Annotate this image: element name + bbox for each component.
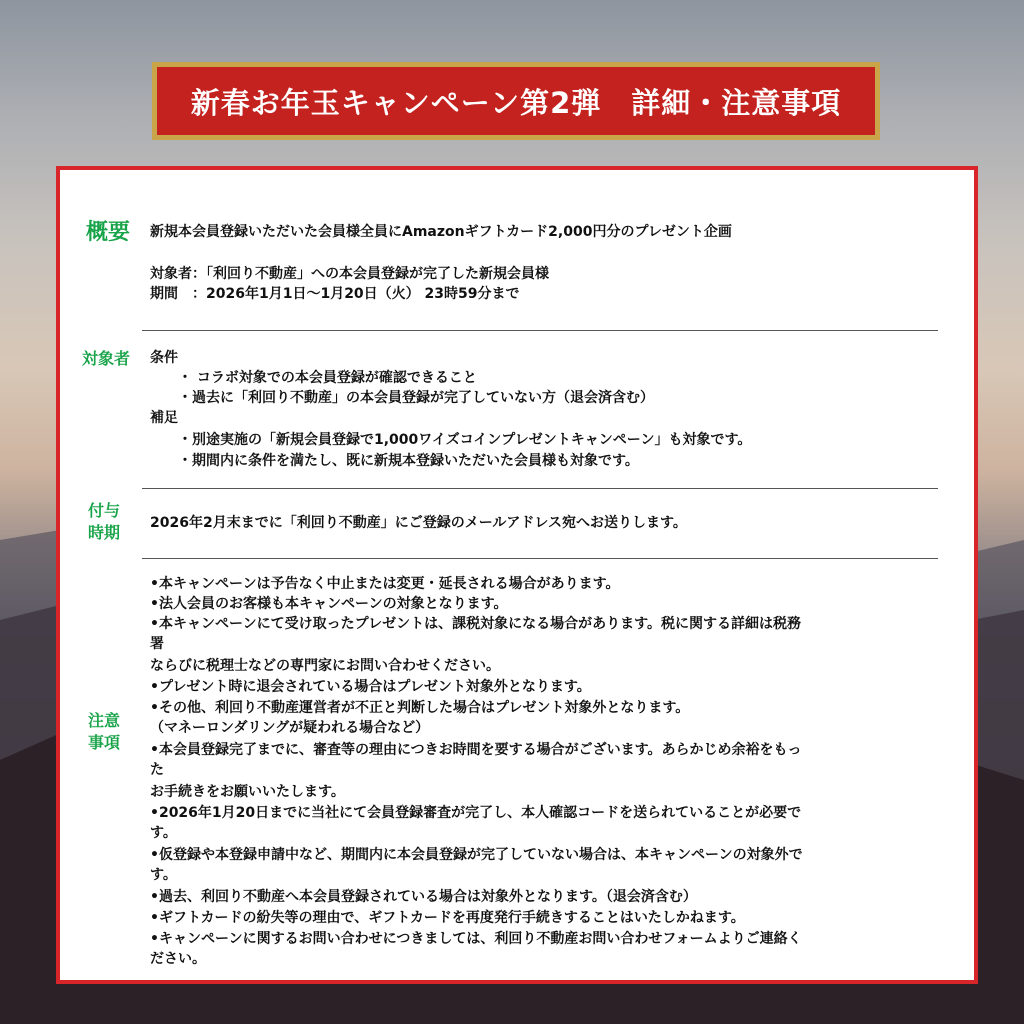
notes-line: 署: [150, 636, 164, 652]
notes-line: た: [150, 762, 164, 778]
notes-line: •過去、利回り不動産へ本会員登録されている場合は対象外となります。（退会済含む）: [150, 889, 697, 905]
timing-label-line2: 時期: [87, 522, 120, 542]
notes-line: ならびに税理士などの専門家にお問い合わせください。: [150, 658, 500, 674]
notes-line: •プレゼント時に退会されている場合はプレゼント対象外となります。: [150, 679, 591, 695]
target-label-text: 対象者: [81, 349, 130, 368]
overview-line: 新規本会員登録いただいた会員様全員にAmazonギフトカード2,000円分のプレゼント企画: [150, 224, 732, 240]
section-divider: [142, 330, 938, 331]
target-label: [72, 348, 140, 370]
notes-line: ださい。: [150, 951, 206, 967]
section-divider: [142, 488, 938, 489]
timing-label-line1: 付与: [87, 501, 120, 520]
notes-line: す。: [150, 825, 177, 841]
target-line: 条件: [150, 350, 178, 366]
timing-label: [74, 500, 134, 543]
notes-line: •キャンペーンに関するお問い合わせにつきましては、利回り不動産お問い合わせフォームよりご連絡く: [150, 931, 802, 947]
notes-line: •ギフトカードの紛失等の理由で、ギフトカードを再度発行手続きすることはいたしかねます。: [150, 910, 745, 926]
notes-line: す。: [150, 867, 177, 883]
overview-label: [78, 218, 138, 248]
notes-line: •2026年1月20日までに当社にて会員登録審査が完了し、本人確認コードを送られていることが必要で: [150, 805, 802, 821]
target-line: ・別途実施の「新規会員登録で1,000ワイズコインプレゼントキャンペーン」も対象です。: [150, 432, 752, 448]
notes-line: •その他、利回り不動産運営者が不正と判断した場合はプレゼント対象外となります。: [150, 700, 690, 716]
title-banner: [152, 62, 880, 140]
notes-label: [74, 710, 134, 753]
notes-line: お手続きをお願いいたします。: [150, 784, 345, 800]
target-line: ・期間内に条件を満たし、既に新規本登録いただいた会員様も対象です。: [150, 453, 639, 469]
target-line: ・ コラボ対象での本会員登録が確認できること: [150, 370, 477, 386]
notes-line: （マネーロンダリングが疑われる場合など）: [150, 720, 430, 736]
notes-label-line2: 事項: [87, 732, 120, 752]
notes-line: •法人会員のお客様も本キャンペーンの対象となります。: [150, 596, 508, 612]
notes-line: •本キャンペーンにて受け取ったプレゼントは、課税対象になる場合があります。税に関する詳細は税務: [150, 616, 801, 632]
timing-line: 2026年2月末までに「利回り不動産」にご登録のメールアドレス宛へお送りします。: [150, 515, 687, 531]
overview-label-text: 概要: [85, 220, 130, 245]
overview-line: 対象者：「利回り不動産」への本会員登録が完了した新規会員様: [150, 266, 549, 282]
section-divider: [142, 558, 938, 559]
notes-line: •仮登録や本登録申請中など、期間内に本会員登録が完了していない場合は、本キャンペーンの対象外で: [150, 847, 803, 863]
notes-label-line1: 注意: [87, 711, 120, 730]
details-panel: [56, 166, 978, 984]
notes-line: •本キャンペーンは予告なく中止または変更・延長される場合があります。: [150, 576, 620, 592]
overview-line: 期間 ：2026年1月1日〜1月20日（火） 23時59分まで: [150, 286, 520, 302]
target-line: 補足: [150, 410, 178, 426]
page-title: 新春お年玉キャンペーン第2弾 詳細・注意事項: [190, 85, 842, 120]
notes-line: •本会員登録完了までに、審査等の理由につきお時間を要する場合がございます。あらかじめ余裕をもっ: [150, 742, 802, 758]
target-line: ・過去に「利回り不動産」の本会員登録が完了していない方（退会済含む）: [150, 390, 654, 406]
